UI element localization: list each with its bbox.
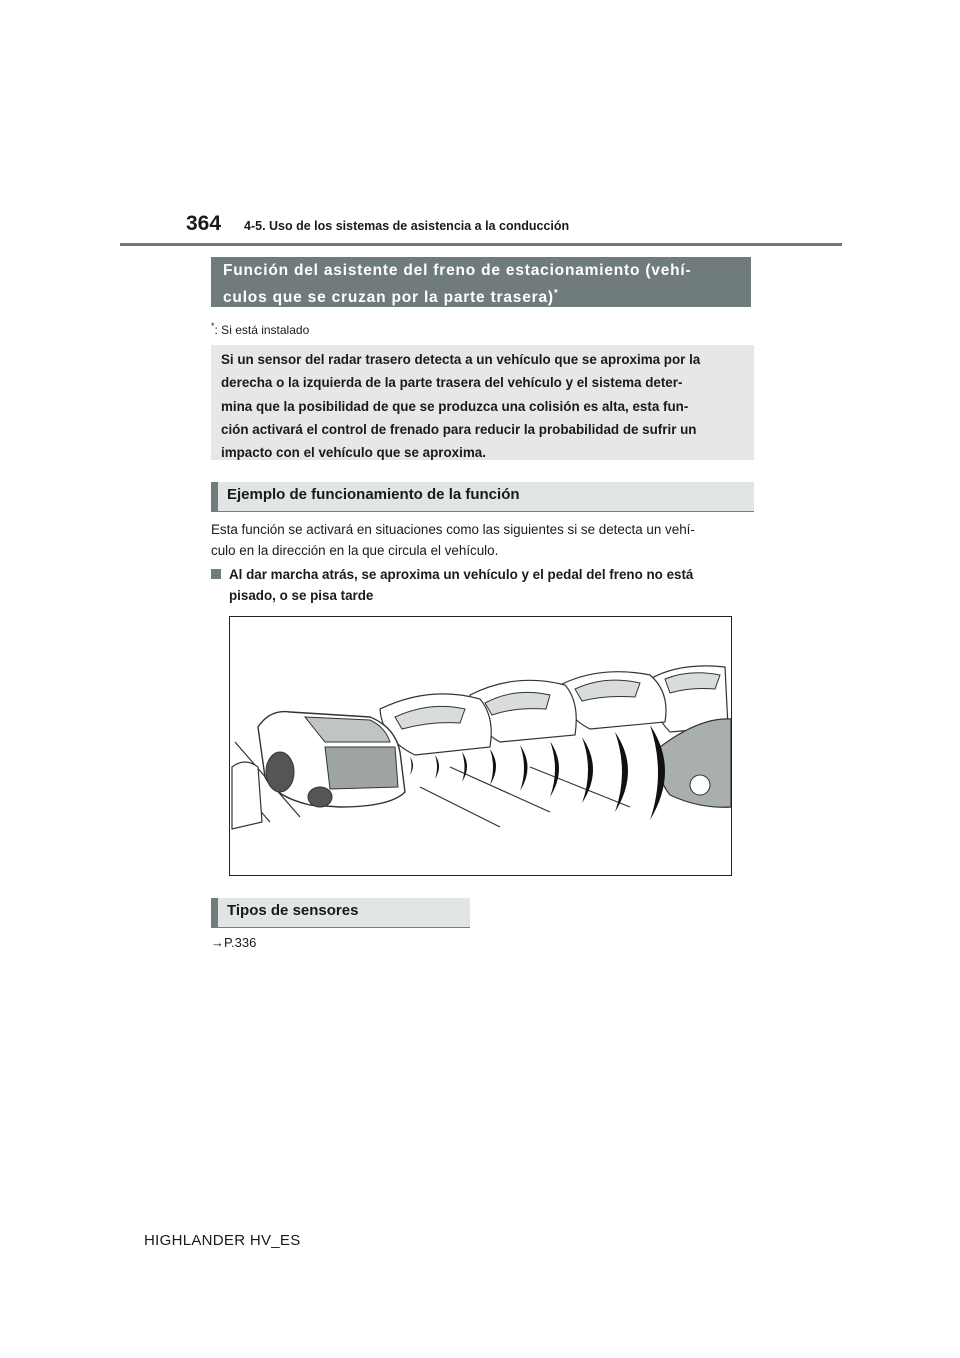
function-title-line2-text: culos que se cruzan por la parte trasera) <box>223 289 554 307</box>
function-title-line1: Función del asistente del freno de estacionamiento (vehí- <box>223 262 692 279</box>
example-bullet-line2: pisado, o se pisa tarde <box>229 588 374 603</box>
rear-cross-traffic-drawing <box>230 617 731 875</box>
function-title-asterisk: * <box>553 288 559 299</box>
footnote-text: : Si está instalado <box>214 323 310 337</box>
summary-line: Si un sensor del radar trasero detecta a un vehículo que se aproxima por la <box>221 352 701 367</box>
sensors-heading: Tipos de sensores <box>211 898 470 928</box>
parking-line <box>530 767 630 807</box>
page-number: 364 <box>186 212 222 235</box>
summary-box <box>211 345 754 460</box>
footnote-asterisk: * <box>211 321 215 331</box>
summary-line: mina que la posibilidad de que se produzca una colisión es alta, esta fun- <box>221 398 689 414</box>
example-intro-line1: Esta función se activará en situaciones como las siguientes si se detecta un vehí- <box>211 522 695 537</box>
summary-line: impacto con el vehículo que se aproxima. <box>221 445 486 461</box>
example-intro-line2: culo en la dirección en la que circula el vehículo. <box>211 543 499 558</box>
parking-illustration <box>229 616 732 876</box>
section-title: 4-5. Uso de los sistemas de asistencia a la conducción <box>244 219 570 233</box>
page-reference-link[interactable]: →P.336 <box>211 935 257 950</box>
reversing-suv-icon <box>258 712 405 807</box>
example-intro <box>211 519 756 561</box>
parking-line <box>420 787 500 827</box>
summary-line: derecha o la izquierda de la parte trasera del vehículo y el sistema deter- <box>221 375 683 391</box>
example-heading: Ejemplo de funcionamiento de la función <box>211 482 754 512</box>
square-bullet-icon <box>211 569 221 579</box>
summary-line: ción activará el control de frenado para reducir la probabilidad de sufrir un <box>221 421 697 437</box>
footer-model: HIGHLANDER HV_ES <box>144 1232 301 1249</box>
function-title-line2 <box>223 282 739 309</box>
example-bullet-line1: Al dar marcha atrás, se aproxima un vehículo y el pedal del freno no está <box>229 567 694 582</box>
header-divider <box>120 243 842 246</box>
left-parked-car-icon <box>232 762 262 829</box>
function-title-box <box>211 257 751 307</box>
example-bullet <box>211 564 756 606</box>
installed-footnote <box>211 321 309 337</box>
